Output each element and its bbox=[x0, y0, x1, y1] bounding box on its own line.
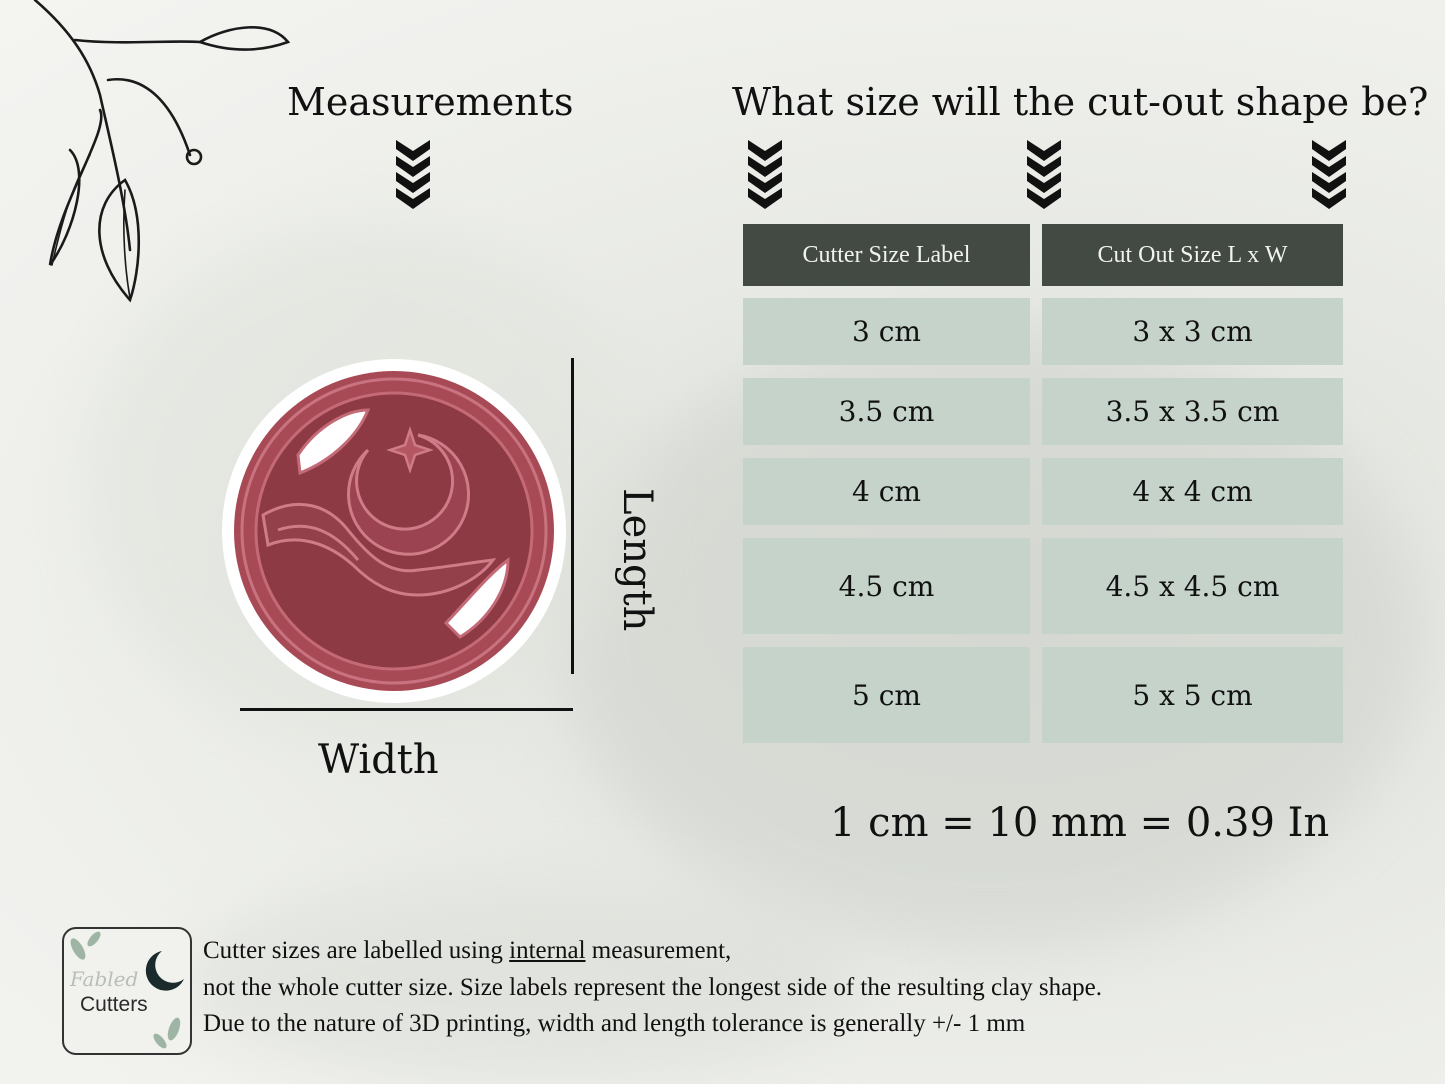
chevron-down-icon bbox=[748, 140, 782, 210]
table-cell: 3 x 3 cm bbox=[1042, 298, 1343, 365]
footer-emphasis-internal: internal bbox=[509, 937, 586, 964]
logo-text-cutters: Cutters bbox=[80, 993, 148, 1016]
length-label: Length bbox=[614, 488, 660, 632]
footer-text: Cutter sizes are labelled using bbox=[203, 937, 510, 964]
chevron-down-icon bbox=[1027, 140, 1061, 210]
cutout-size-heading: What size will the cut-out shape be? bbox=[732, 80, 1429, 124]
logo-text-fabled: Fabled bbox=[70, 967, 139, 991]
leaf-branch-illustration bbox=[30, 0, 300, 310]
cookie-cutter-image bbox=[218, 355, 570, 707]
table-cell: 4.5 x 4.5 cm bbox=[1042, 538, 1343, 634]
brand-logo bbox=[62, 927, 192, 1055]
footer-note-line-1 bbox=[203, 937, 731, 965]
table-cell: 4 x 4 cm bbox=[1042, 458, 1343, 525]
leaf-icon bbox=[64, 929, 190, 1053]
measurements-heading: Measurements bbox=[287, 80, 574, 124]
chevron-down-icon bbox=[1312, 140, 1346, 210]
table-cell: 4.5 cm bbox=[743, 538, 1030, 634]
table-header-cutter-size: Cutter Size Label bbox=[743, 224, 1030, 286]
footer-note-line-3: Due to the nature of 3D printing, width and length tolerance is generally +/- 1 mm bbox=[203, 1010, 1026, 1037]
table-cell: 5 cm bbox=[743, 647, 1030, 743]
table-cell: 3.5 x 3.5 cm bbox=[1042, 378, 1343, 445]
length-dimension-line bbox=[571, 358, 574, 674]
width-label: Width bbox=[318, 737, 439, 783]
width-dimension-line bbox=[240, 708, 573, 711]
table-cell: 4 cm bbox=[743, 458, 1030, 525]
chevron-down-icon bbox=[396, 140, 430, 210]
unit-conversion: 1 cm = 10 mm = 0.39 In bbox=[830, 800, 1330, 846]
table-cell: 3.5 cm bbox=[743, 378, 1030, 445]
table-header-cutout-size: Cut Out Size L x W bbox=[1042, 224, 1343, 286]
table-cell: 5 x 5 cm bbox=[1042, 647, 1343, 743]
footer-text: measurement, bbox=[585, 937, 732, 964]
table-cell: 3 cm bbox=[743, 298, 1030, 365]
footer-note-line-2: not the whole cutter size. Size labels represent the longest side of the resulting clay shape. bbox=[203, 974, 1103, 1001]
